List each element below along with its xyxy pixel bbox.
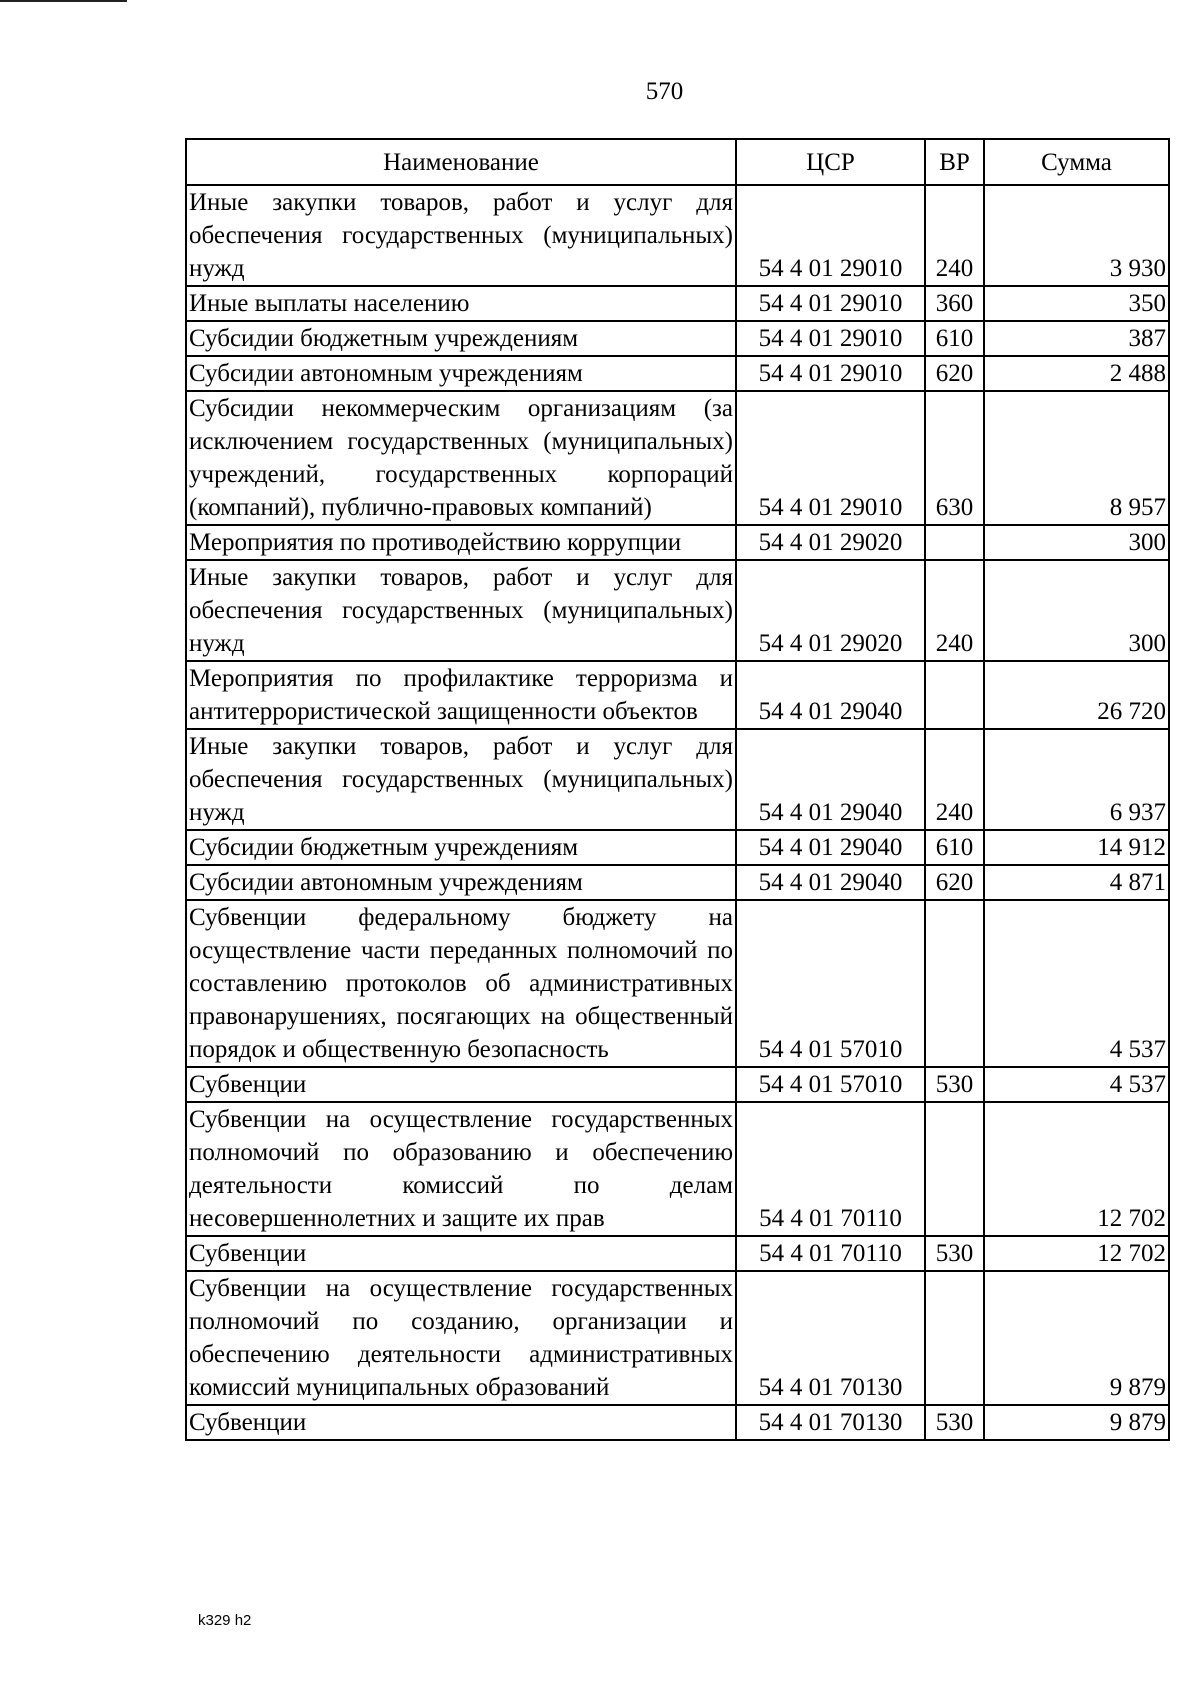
row-vr-cell xyxy=(925,1271,984,1405)
row-vr-cell: 620 xyxy=(925,865,984,900)
table-row xyxy=(186,1271,1169,1405)
row-name-cell: Субсидии бюджетным учреждениям xyxy=(186,321,736,356)
row-name-cell: Иные закупки товаров, работ и услуг для обеспечения государственных (муниципальных) нужд xyxy=(186,560,736,661)
row-sum-cell: 350 xyxy=(984,286,1169,321)
row-csr-cell: 54 4 01 29020 xyxy=(736,525,925,560)
page-number: 570 xyxy=(645,78,684,105)
row-name-cell: Субсидии некоммерческим организациям (за исключением государственных (муниципальных) учреждений, государственных корпораций (компаний), публично-правовых компаний) xyxy=(186,391,736,525)
row-csr-cell: 54 4 01 70110 xyxy=(736,1102,925,1236)
row-vr-cell xyxy=(925,525,984,560)
row-vr-cell xyxy=(925,900,984,1067)
row-vr-cell: 530 xyxy=(925,1067,984,1102)
scan-edge-mark xyxy=(0,0,127,2)
row-name-cell: Субвенции федеральному бюджету на осуществление части переданных полномочий по составлению протоколов об административных правонарушениях, посягающих на общественный порядок и общественную безопасность xyxy=(186,900,736,1067)
row-vr-cell: 610 xyxy=(925,321,984,356)
row-csr-cell: 54 4 01 29040 xyxy=(736,865,925,900)
row-sum-cell: 12 702 xyxy=(984,1236,1169,1271)
row-vr-cell: 620 xyxy=(925,356,984,391)
row-name-cell: Субвенции xyxy=(186,1405,736,1440)
row-vr-cell: 630 xyxy=(925,391,984,525)
row-sum-cell: 3 930 xyxy=(984,185,1169,286)
table-row xyxy=(186,661,1169,729)
row-csr-cell: 54 4 01 29010 xyxy=(736,185,925,286)
row-name-cell: Мероприятия по противодействию коррупции xyxy=(186,525,736,560)
row-csr-cell: 54 4 01 29040 xyxy=(736,661,925,729)
row-name-cell: Субвенции на осуществление государственных полномочий по образованию и обеспечению деятельности комиссий по делам несовершеннолетних и защите их прав xyxy=(186,1102,736,1236)
table-row xyxy=(186,1067,1169,1102)
row-sum-cell: 9 879 xyxy=(984,1271,1169,1405)
row-csr-cell: 54 4 01 29010 xyxy=(736,391,925,525)
row-sum-cell: 300 xyxy=(984,560,1169,661)
row-sum-cell: 26 720 xyxy=(984,661,1169,729)
table-body xyxy=(186,185,1169,1440)
row-name-cell: Субвенции xyxy=(186,1236,736,1271)
table-row xyxy=(186,1405,1169,1440)
table-header-row xyxy=(186,139,1169,185)
table-row xyxy=(186,729,1169,830)
row-sum-cell: 4 537 xyxy=(984,900,1169,1067)
row-sum-cell: 12 702 xyxy=(984,1102,1169,1236)
row-csr-cell: 54 4 01 29020 xyxy=(736,560,925,661)
row-name-cell: Субвенции на осуществление государственных полномочий по созданию, организации и обеспечению деятельности административных комиссий муниципальных образований xyxy=(186,1271,736,1405)
row-csr-cell: 54 4 01 70130 xyxy=(736,1405,925,1440)
footer-code: k329 h2 xyxy=(198,1612,252,1629)
row-vr-cell: 240 xyxy=(925,729,984,830)
row-csr-cell: 54 4 01 57010 xyxy=(736,1067,925,1102)
row-sum-cell: 8 957 xyxy=(984,391,1169,525)
table-row xyxy=(186,865,1169,900)
row-sum-cell: 4 537 xyxy=(984,1067,1169,1102)
row-vr-cell xyxy=(925,1102,984,1236)
table-row xyxy=(186,560,1169,661)
row-vr-cell: 240 xyxy=(925,185,984,286)
row-sum-cell: 2 488 xyxy=(984,356,1169,391)
table-row xyxy=(186,185,1169,286)
table-row xyxy=(186,1102,1169,1236)
row-vr-cell: 240 xyxy=(925,560,984,661)
row-csr-cell: 54 4 01 29040 xyxy=(736,830,925,865)
budget-table xyxy=(185,138,1170,1441)
row-vr-cell xyxy=(925,661,984,729)
header-csr: ЦСР xyxy=(736,139,925,185)
row-name-cell: Субсидии бюджетным учреждениям xyxy=(186,830,736,865)
row-csr-cell: 54 4 01 29010 xyxy=(736,321,925,356)
row-name-cell: Мероприятия по профилактике терроризма и антитеррористической защищенности объектов xyxy=(186,661,736,729)
row-name-cell: Субсидии автономным учреждениям xyxy=(186,356,736,391)
row-csr-cell: 54 4 01 70110 xyxy=(736,1236,925,1271)
row-vr-cell: 530 xyxy=(925,1236,984,1271)
table-row xyxy=(186,1236,1169,1271)
table-row xyxy=(186,830,1169,865)
row-sum-cell: 6 937 xyxy=(984,729,1169,830)
row-name-cell: Субвенции xyxy=(186,1067,736,1102)
header-vr: ВР xyxy=(925,139,984,185)
table-row xyxy=(186,525,1169,560)
row-vr-cell: 610 xyxy=(925,830,984,865)
row-vr-cell: 530 xyxy=(925,1405,984,1440)
row-name-cell: Иные закупки товаров, работ и услуг для обеспечения государственных (муниципальных) нужд xyxy=(186,729,736,830)
row-csr-cell: 54 4 01 70130 xyxy=(736,1271,925,1405)
row-name-cell: Иные выплаты населению xyxy=(186,286,736,321)
table-row xyxy=(186,900,1169,1067)
row-sum-cell: 9 879 xyxy=(984,1405,1169,1440)
table-row xyxy=(186,356,1169,391)
row-csr-cell: 54 4 01 29010 xyxy=(736,356,925,391)
header-sum: Сумма xyxy=(984,139,1169,185)
table-row xyxy=(186,321,1169,356)
row-name-cell: Иные закупки товаров, работ и услуг для обеспечения государственных (муниципальных) нужд xyxy=(186,185,736,286)
row-csr-cell: 54 4 01 29040 xyxy=(736,729,925,830)
row-sum-cell: 14 912 xyxy=(984,830,1169,865)
row-sum-cell: 4 871 xyxy=(984,865,1169,900)
row-csr-cell: 54 4 01 29010 xyxy=(736,286,925,321)
header-name: Наименование xyxy=(186,139,736,185)
row-vr-cell: 360 xyxy=(925,286,984,321)
row-csr-cell: 54 4 01 57010 xyxy=(736,900,925,1067)
row-sum-cell: 387 xyxy=(984,321,1169,356)
row-sum-cell: 300 xyxy=(984,525,1169,560)
row-name-cell: Субсидии автономным учреждениям xyxy=(186,865,736,900)
table-row xyxy=(186,286,1169,321)
table-row xyxy=(186,391,1169,525)
